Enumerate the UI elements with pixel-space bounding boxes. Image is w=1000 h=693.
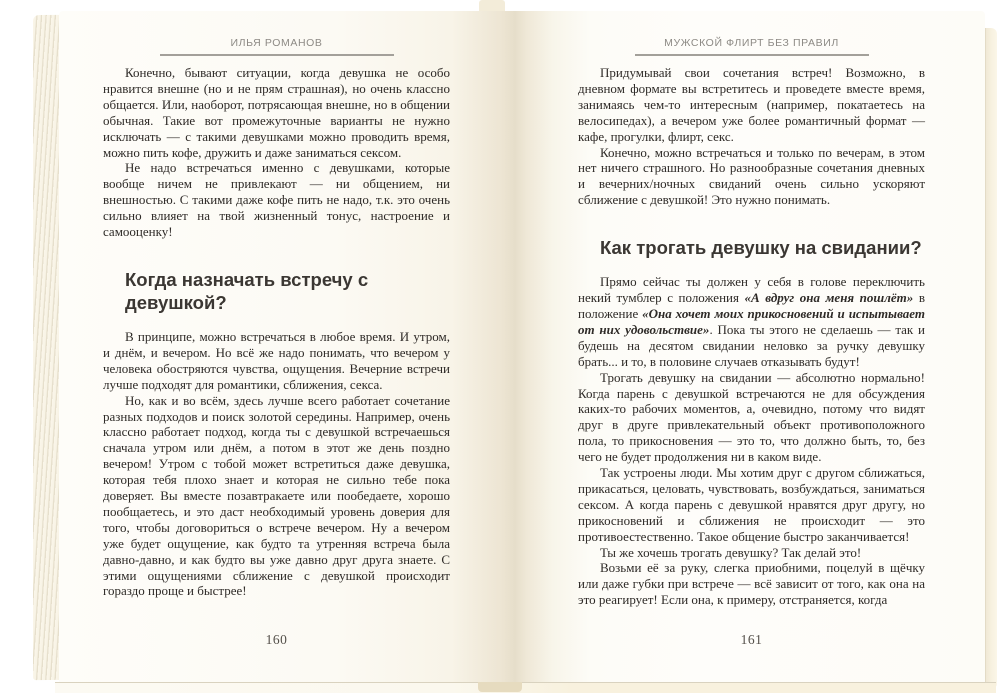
text-run: . Пока ты этого не сделаешь — так и будешь на десятом свидании неловко за ручку девушку брать... и то, в половине случаев отказывать будут! [578,321,925,369]
left-page [59,11,515,682]
inline-quote: «Она хочет моих прикосновений и испытывает от них удовольствие» [578,305,926,337]
page-block-edge-right [985,28,997,688]
paragraph: Конечно, бывают ситуации, когда девушка не особо нравится внешне (но и не прям страшная), но очень классно общается. Или, наоборот, потрясающая внешне, но в общении обычная. Такие вот промежуточные варианты не нужно исключать — с такими девушками можно проводить время, можно пить кофе, дружить и даже заниматься сексом. [103,65,450,160]
open-book-spread [59,11,985,682]
paragraph: Не надо встречаться именно с девушками, которые вообще ничем не привлекают — ни общением, ни внешностью. С такими даже кофе пить не надо, т.к. это очень сильно влияет на твой жизненный тонус, настроение и самооценку! [103,160,450,240]
paragraph: Ты же хочешь трогать девушку? Так делай это! [600,544,862,560]
paragraph: Придумывай свои сочетания встреч! Возможно, в дневном формате вы встретитесь и проведете вместе время, занимаясь чем-то интересным (например, покатаетесь на велосипедах), а вечером уже более романтичный формат — кафе, прогулки, флирт, секс. [578,65,925,144]
text-run: Прямо сейчас ты должен у себя в голове переключить некий тумблер с положения [578,274,925,306]
right-page [515,11,985,682]
page-block-edge-bottom [55,682,996,693]
running-head-book-title: МУЖСКОЙ ФЛИРТ БЕЗ ПРАВИЛ [664,37,839,49]
paragraph: Но, как и во всём, здесь лучше всего работает сочетание разных подходов и поиск золотой середины. Например, очень классно работает подход, когда ты с девушкой встречаешься сначала утром или днём, а потом в этот же день поздно вечером! Утром с тобой может встретиться даже девушка, которая тебя плохо знает и которая не сильно тебе пока доверяет. Вы вместе позавтракаете или пообедаете, хорошо пообщаетесь, и это даст необходимый уровень доверия для того, чтобы договориться о встрече вечером. Ну а вечером уже будет ощущение, как будто та утренняя встреча была давно-давно, и как будто вы уже давно друг друга знаете. С этими ощущениями сближение с девушкой происходит гораздо проще и быстрее! [103,392,450,599]
spine-bottom-paper-edge [478,682,522,692]
page-number-right: 161 [740,632,763,647]
section-heading: Как трогать девушку на свидании? [600,237,922,259]
left-page-body [103,65,450,599]
paragraph: Трогать девушку на свидании — абсолютно нормально! Когда парень с девушкой встречаются не для обсуждения каких-то рабочих моментов, а, очевидно, потому что видят друг в друге привлекательный объект противоположного пола, то прикосновения — это то, что должно быть, то, без чего не будет продолжения ни в каком виде. [578,369,925,465]
running-head-rule [635,54,869,56]
page-number-left: 160 [265,632,288,647]
running-head-author: ИЛЬЯ РОМАНОВ [230,37,323,49]
inline-quote: «А вдруг она меня пошлёт» [744,290,914,306]
paragraph: Конечно, можно встречаться и только по вечерам, в этом нет ничего страшного. Но разнообразные сочетания дневных и вечерних/ночных свиданий очень сильно ускоряют сближение с девушкой! Это нужно понимать. [578,144,925,208]
right-page-body [578,65,925,608]
paragraph-with-quotes [578,274,925,369]
running-head-rule [160,54,394,56]
paragraph: Так устроены люди. Мы хотим друг с другом сближаться, прикасаться, целовать, чувствовать, возбуждаться, заниматься сексом. А когда парень с девушкой нравятся друг другу, но прикосновений и сближения не происходит — это противоестественно. Такое общение быстро заканчивается! [578,465,925,544]
page-stack-edge-left [33,15,60,680]
text-run: в положение [578,290,926,321]
paragraph: В принципе, можно встречаться в любое время. И утром, и днём, и вечером. Но всё же надо понимать, что вечером у человека обостряются чувства, ощущения. Вечерние встречи лучше подходят для романтики, сближения, секса. [103,328,450,392]
paragraph: Возьми её за руку, слегка приобними, поцелуй в щёчку или даже губки при встрече — всё зависит от того, как она на это реагирует! Если она, к примеру, отстраняется, когда [578,560,925,608]
section-heading: Когда назначать встречу с девушкой? [125,268,369,313]
